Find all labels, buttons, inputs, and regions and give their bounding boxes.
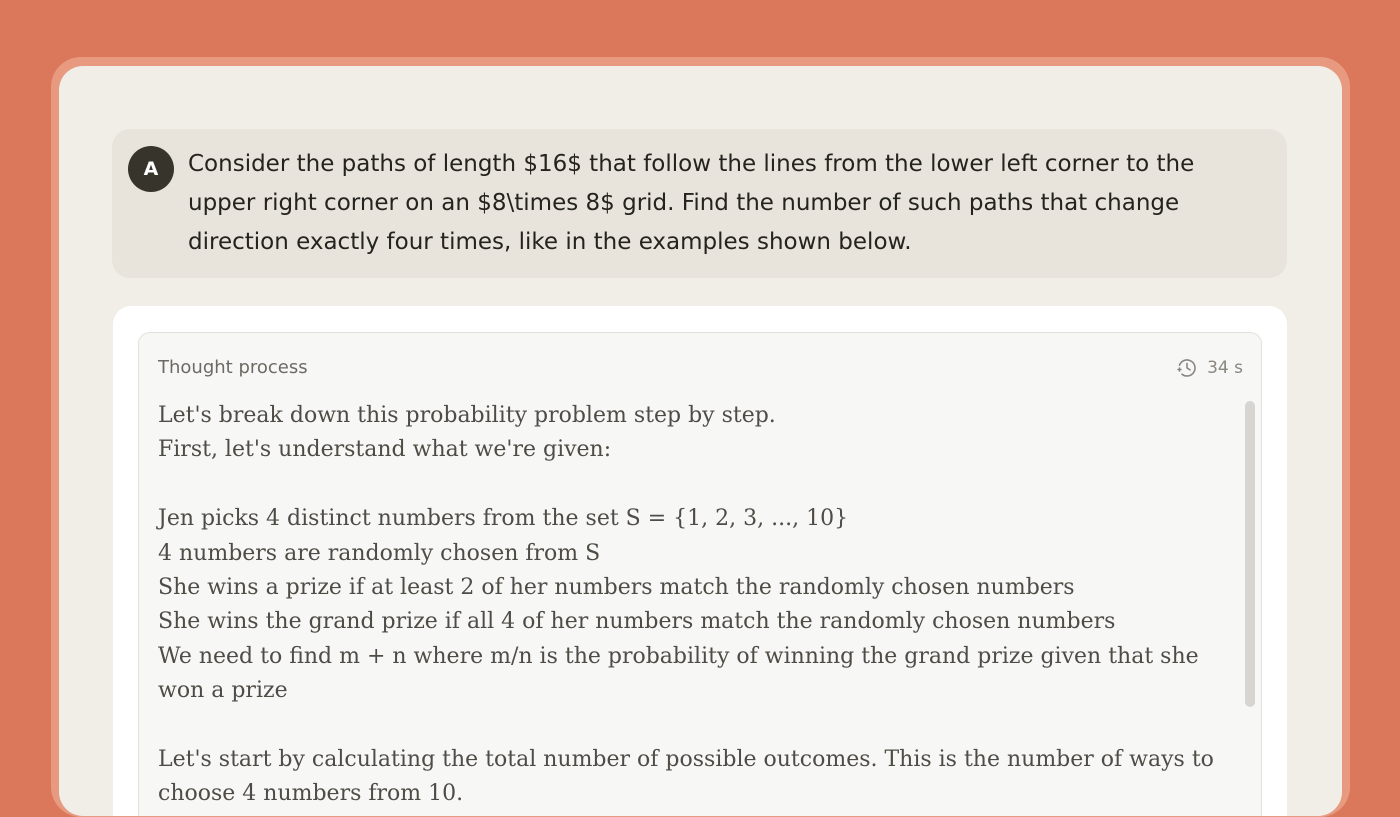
duration-value: 34 s [1207, 358, 1243, 378]
thought-line: She wins the grand prize if all 4 of her numbers match the randomly chosen numbers [158, 609, 1116, 635]
assistant-response [113, 306, 1287, 816]
chat-window [59, 66, 1342, 816]
thought-line: 4 numbers are randomly chosen from S [158, 540, 601, 566]
thinking-duration [1175, 355, 1243, 381]
user-message-text: Consider the paths of length $16$ that follow the lines from the lower left corner to the upper right corner on an $8\times 8$ grid. Find the number of such paths that change direction exactly four times, like in the examples shown below. [188, 151, 1195, 255]
clock-history-icon [1175, 356, 1199, 380]
user-avatar: A [128, 146, 174, 192]
thought-line: She wins a prize if at least 2 of her numbers match the randomly chosen numbers [158, 575, 1075, 601]
thought-line: Let's break down this probability problem step by step. [158, 403, 776, 428]
thought-line: Let's start by calculating the total number of possible outcomes. This is the number of ways to choose 4 numbers from 10. [158, 747, 1214, 807]
thought-scrollbar[interactable] [1245, 401, 1255, 707]
thought-process-label: Thought process [158, 357, 308, 378]
thought-line: Jen picks 4 distinct numbers from the set S = {1, 2, 3, ..., 10} [158, 506, 849, 532]
thought-process-header[interactable] [158, 355, 1243, 381]
thought-process-panel[interactable] [138, 332, 1262, 816]
thought-line [158, 468, 1248, 502]
thought-line: First, let's understand what we're given: [158, 437, 612, 463]
thought-line: We need to find m + n where m/n is the probability of winning the grand prize given that she won a prize [158, 643, 1199, 704]
thought-line [158, 709, 1248, 743]
thought-process-text [158, 399, 1248, 812]
scrollbar-thumb[interactable] [1245, 401, 1255, 707]
user-message [112, 129, 1287, 278]
